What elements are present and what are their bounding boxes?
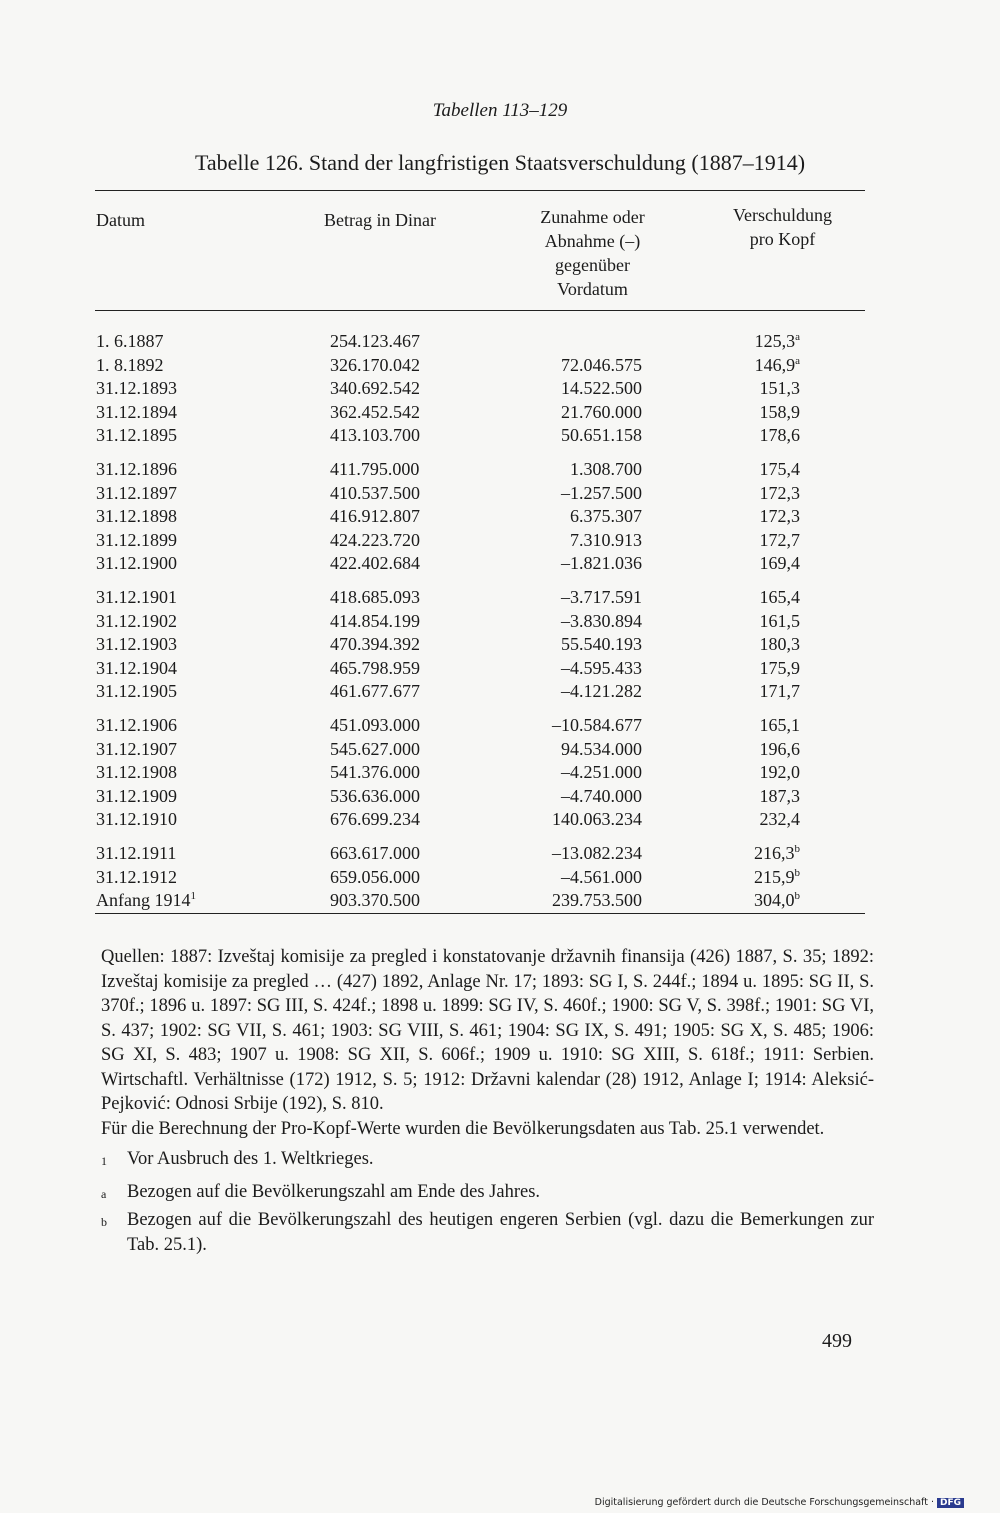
cell-pro-kopf-text: 180,3: [759, 634, 800, 655]
cell-pro-kopf-text: 178,6: [759, 425, 800, 446]
cell-datum-text: 31.12.1909: [96, 785, 177, 806]
cell-betrag: 545.627.000: [330, 738, 420, 759]
cell-datum-text: 31.12.1908: [96, 762, 177, 783]
cell-zunahme: 6.375.307: [570, 506, 642, 527]
footnote-1: [101, 1147, 874, 1174]
cell-pro-kopf-text: 175,9: [759, 657, 800, 678]
header-rule: [95, 310, 865, 311]
cell-datum-text: 31.12.1900: [96, 553, 177, 574]
cell-datum: [96, 504, 177, 528]
cell-datum: [96, 865, 177, 889]
table-row: [0, 713, 1000, 737]
cell-betrag: 461.677.677: [330, 681, 420, 702]
footnote-ref: b: [794, 843, 800, 855]
cell-pro-kopf: [760, 585, 801, 609]
table-row: [0, 737, 1000, 761]
cell-datum: [96, 679, 177, 703]
cell-betrag: 663.617.000: [330, 843, 420, 863]
cell-pro-kopf-text: 192,0: [759, 762, 800, 783]
cell-datum: [96, 760, 177, 784]
cell-datum-text: 31.12.1893: [96, 378, 177, 399]
cell-pro-kopf: [754, 888, 800, 912]
cell-betrag: 254.123.467: [330, 331, 420, 351]
column-header-zunahme-line: Abnahme (–): [544, 231, 641, 251]
cell-pro-kopf: [760, 679, 801, 703]
cell-pro-kopf-text: 216,3: [754, 843, 795, 863]
cell-zunahme: 94.534.000: [561, 738, 642, 759]
cell-zunahme: 14.522.500: [561, 378, 642, 399]
cell-pro-kopf: [760, 504, 801, 528]
cell-pro-kopf: [754, 865, 800, 889]
cell-zunahme: –3.830.894: [561, 610, 642, 631]
cell-betrag: 451.093.000: [330, 715, 420, 735]
table-row: [0, 760, 1000, 784]
dfg-logo: DFG: [937, 1498, 964, 1508]
cell-pro-kopf: [760, 376, 801, 400]
cell-datum-text: 31.12.1898: [96, 506, 177, 527]
cell-datum-text: 31.12.1901: [96, 587, 177, 607]
table-row: [0, 865, 1000, 889]
cell-betrag: 413.103.700: [330, 425, 420, 446]
table-row: [0, 457, 1000, 481]
footnote-mark: b: [101, 1215, 107, 1229]
cell-pro-kopf: [760, 400, 801, 424]
cell-betrag: 903.370.500: [330, 890, 420, 911]
cell-pro-kopf: [760, 760, 801, 784]
footnote-a: [101, 1180, 874, 1207]
footnote-mark: a: [101, 1186, 107, 1201]
cell-betrag: 659.056.000: [330, 866, 420, 887]
cell-zunahme: –4.251.000: [561, 762, 642, 783]
cell-pro-kopf: [755, 329, 800, 353]
cell-betrag: 326.170.042: [330, 354, 420, 375]
cell-datum-text: 31.12.1903: [96, 634, 177, 655]
column-header-verschuldung: [720, 203, 845, 251]
cell-pro-kopf-text: 165,1: [759, 715, 800, 735]
cell-datum: [96, 457, 177, 481]
footnote-ref: a: [795, 331, 800, 343]
cell-zunahme: –4.121.282: [561, 681, 642, 702]
cell-betrag: 410.537.500: [330, 482, 420, 503]
column-header-datum: Datum: [96, 210, 145, 230]
table-title: Tabelle 126. Stand der langfristigen Staatsverschuldung (1887–1914): [194, 150, 806, 175]
top-rule: [95, 190, 865, 191]
table-row: [0, 423, 1000, 447]
cell-zunahme: –10.584.677: [552, 715, 642, 735]
table-row: [0, 551, 1000, 575]
cell-zunahme: 50.651.158: [561, 425, 642, 446]
footnote-text: Vor Ausbruch des 1. Weltkrieges.: [127, 1149, 374, 1169]
cell-datum: [96, 609, 177, 633]
table-row: [0, 888, 1000, 912]
footer-text: Digitalisierung gefördert durch die Deutsche Forschungsgemeinschaft ·: [594, 1497, 934, 1508]
cell-pro-kopf-text: 146,9: [754, 354, 796, 375]
cell-datum-text: 31.12.1912: [96, 866, 177, 887]
cell-datum-text: 31.12.1907: [96, 738, 177, 759]
column-header-zunahme-line: Zunahme oder: [540, 207, 645, 227]
cell-pro-kopf-text: 215,9: [754, 866, 795, 887]
cell-betrag: 340.692.542: [330, 378, 420, 399]
column-header-betrag: Betrag in Dinar: [324, 210, 436, 230]
footnote-text: Bezogen auf die Bevölkerungszahl am Ende des Jahres.: [127, 1181, 541, 1202]
table-row: [0, 353, 1000, 377]
page-number: 499: [822, 1330, 852, 1352]
table-row: [0, 528, 1000, 552]
cell-betrag: 676.699.234: [330, 809, 420, 830]
cell-pro-kopf-text: 158,9: [759, 401, 800, 422]
cell-datum: [96, 551, 177, 575]
footnote-b: [101, 1208, 874, 1257]
footnote-mark: 1: [101, 1154, 107, 1168]
cell-zunahme: –4.595.433: [561, 657, 642, 678]
method-note: Für die Berechnung der Pro-Kopf-Werte wurden die Bevölkerungsdaten aus Tab. 25.1 verwendet.: [101, 1118, 825, 1139]
cell-datum-text: 31.12.1904: [96, 657, 177, 678]
column-header-zunahme-line: gegenüber: [555, 255, 630, 275]
cell-datum: [96, 400, 177, 424]
cell-zunahme: 239.753.500: [552, 890, 642, 911]
cell-pro-kopf: [760, 457, 801, 481]
cell-zunahme: –1.257.500: [561, 482, 642, 503]
cell-betrag: 362.452.542: [330, 401, 420, 422]
cell-datum: [96, 737, 177, 761]
cell-datum-text: 31.12.1902: [96, 610, 177, 631]
cell-pro-kopf: [760, 423, 801, 447]
cell-pro-kopf-text: 232,4: [759, 809, 800, 830]
column-header-zunahme-line: Vordatum: [557, 279, 628, 299]
cell-pro-kopf-text: 171,7: [759, 681, 800, 702]
cell-datum: [96, 528, 177, 552]
cell-betrag: 424.223.720: [330, 529, 420, 550]
cell-pro-kopf-text: 304,0: [754, 890, 795, 911]
cell-pro-kopf: [760, 632, 801, 656]
cell-pro-kopf-text: 151,3: [759, 378, 800, 399]
footnote-ref: 1: [190, 890, 196, 903]
cell-datum: [96, 585, 177, 609]
cell-pro-kopf-text: 172,7: [759, 529, 800, 550]
cell-pro-kopf: [760, 737, 801, 761]
table-row: [0, 376, 1000, 400]
cell-pro-kopf: [760, 713, 801, 737]
cell-pro-kopf-text: 161,5: [759, 610, 800, 631]
cell-datum-text: 31.12.1897: [96, 482, 177, 503]
table-row: [0, 609, 1000, 633]
cell-betrag: 465.798.959: [330, 657, 420, 678]
cell-pro-kopf: [760, 807, 801, 831]
cell-datum: [96, 329, 164, 353]
cell-datum: [96, 713, 177, 737]
cell-datum-text: 31.12.1894: [96, 401, 177, 422]
cell-datum: [96, 656, 177, 680]
cell-datum-text: 31.12.1906: [96, 715, 177, 735]
cell-betrag: 470.394.392: [330, 634, 420, 655]
cell-zunahme: –13.082.234: [552, 843, 642, 863]
cell-pro-kopf: [760, 551, 801, 575]
cell-pro-kopf-text: 165,4: [759, 587, 800, 607]
cell-zunahme: 1.308.700: [570, 459, 642, 479]
cell-betrag: 416.912.807: [330, 506, 420, 527]
cell-datum-text: 31.12.1905: [96, 681, 177, 702]
table-notes: [101, 945, 874, 1257]
cell-pro-kopf-text: 172,3: [759, 482, 800, 503]
table-row: [0, 585, 1000, 609]
cell-pro-kopf-text: 125,3: [754, 331, 796, 351]
table-row: [0, 504, 1000, 528]
cell-pro-kopf: [755, 353, 800, 377]
cell-pro-kopf: [760, 784, 801, 808]
cell-betrag: 414.854.199: [330, 610, 420, 631]
cell-datum-text: Anfang 1914: [96, 890, 191, 911]
cell-datum-text: 31.12.1911: [96, 843, 177, 863]
table-row: [0, 329, 1000, 353]
cell-pro-kopf: [760, 481, 801, 505]
cell-betrag: 536.636.000: [330, 785, 420, 806]
cell-zunahme: –1.821.036: [561, 553, 642, 574]
cell-datum-text: 1. 6.1887: [96, 331, 164, 351]
table-row: [0, 679, 1000, 703]
cell-zunahme: 72.046.575: [561, 354, 642, 375]
cell-pro-kopf: [760, 528, 801, 552]
cell-pro-kopf-text: 187,3: [759, 785, 800, 806]
cell-pro-kopf: [760, 609, 801, 633]
table-row: [0, 481, 1000, 505]
cell-pro-kopf: [760, 656, 801, 680]
cell-zunahme: 21.760.000: [561, 401, 642, 422]
cell-zunahme: –3.717.591: [561, 587, 642, 607]
cell-datum: [96, 841, 176, 865]
cell-datum: [96, 481, 177, 505]
cell-betrag: 541.376.000: [330, 762, 420, 783]
column-header-verschuldung-line: pro Kopf: [749, 229, 816, 249]
cell-pro-kopf-text: 169,4: [759, 553, 800, 574]
cell-datum-text: 31.12.1896: [96, 459, 177, 479]
table-row: [0, 656, 1000, 680]
cell-datum: [96, 423, 177, 447]
column-header-zunahme: [520, 205, 665, 301]
table-row: [0, 807, 1000, 831]
cell-datum-text: 1. 8.1892: [96, 354, 164, 375]
cell-zunahme: –4.740.000: [561, 785, 642, 806]
cell-zunahme: 55.540.193: [561, 634, 642, 655]
cell-pro-kopf-text: 172,3: [759, 506, 800, 527]
cell-zunahme: 140.063.234: [552, 809, 642, 830]
footnote-ref: b: [794, 890, 800, 903]
cell-datum: [96, 353, 164, 377]
column-header-verschuldung-line: Verschuldung: [733, 205, 832, 225]
bottom-rule: [95, 913, 865, 914]
cell-pro-kopf-text: 196,6: [759, 738, 800, 759]
cell-datum-text: 31.12.1899: [96, 529, 177, 550]
footnote-text: Bezogen auf die Bevölkerungszahl des heutigen engeren Serbien (vgl. dazu die Bemerkungen zur Tab. 25.1).: [127, 1210, 874, 1255]
cell-datum-text: 31.12.1895: [96, 425, 177, 446]
footnote-ref: a: [795, 354, 800, 367]
cell-datum: [96, 376, 177, 400]
cell-betrag: 422.402.684: [330, 553, 420, 574]
cell-datum: [96, 784, 177, 808]
cell-datum: [96, 888, 196, 912]
cell-zunahme: –4.561.000: [561, 866, 642, 887]
table-row: [0, 400, 1000, 424]
digitization-footer: [595, 1497, 964, 1508]
cell-zunahme: 7.310.913: [570, 529, 642, 550]
running-header: Tabellen 113–129: [432, 100, 568, 121]
table-row: [0, 632, 1000, 656]
table-row: [0, 841, 1000, 865]
cell-betrag: 411.795.000: [330, 459, 420, 479]
footnote-ref: b: [794, 866, 800, 879]
cell-datum-text: 31.12.1910: [96, 809, 177, 830]
cell-betrag: 418.685.093: [330, 587, 420, 607]
cell-datum: [96, 632, 177, 656]
cell-pro-kopf-text: 175,4: [759, 459, 800, 479]
cell-datum: [96, 807, 177, 831]
cell-pro-kopf: [754, 841, 800, 865]
sources-paragraph: Quellen: 1887: Izveštaj komisije za pregled i konstatovanje državnih finansija (426) 1887, S. 35; 1892: Izveštaj komisije za pregled … (427) 1892, Anlage Nr. 17; 1893: SG I, S. 244f.; 1894 u. 1895: SG II, S. 370f.; 1896 u. 1897: SG III, S. 424f.; 1898 u. 1899: SG IV, S. 460f.; 1900: SG V, S. 398f.; 1901: SG VI, S. 437; 1902: SG VII, S. 461; 1903: SG VIII, S. 461; 1904: SG IX, S. 491; 1905: SG X, S. 485; 1906: SG XI, S. 483; 1907 u. 1908: SG XII, S. 606f.; 1909 u. 1910: SG XIII, S. 618f.; 1911: Serbien. Wirtschaftl. Verhältnisse (172) 1912, S. 5; 1912: Državni kalendar (28) 1912, Anlage I; 1914: Aleksić-Pejković: Odnosi Srbije (192), S. 810.: [101, 947, 874, 1114]
table-row: [0, 784, 1000, 808]
